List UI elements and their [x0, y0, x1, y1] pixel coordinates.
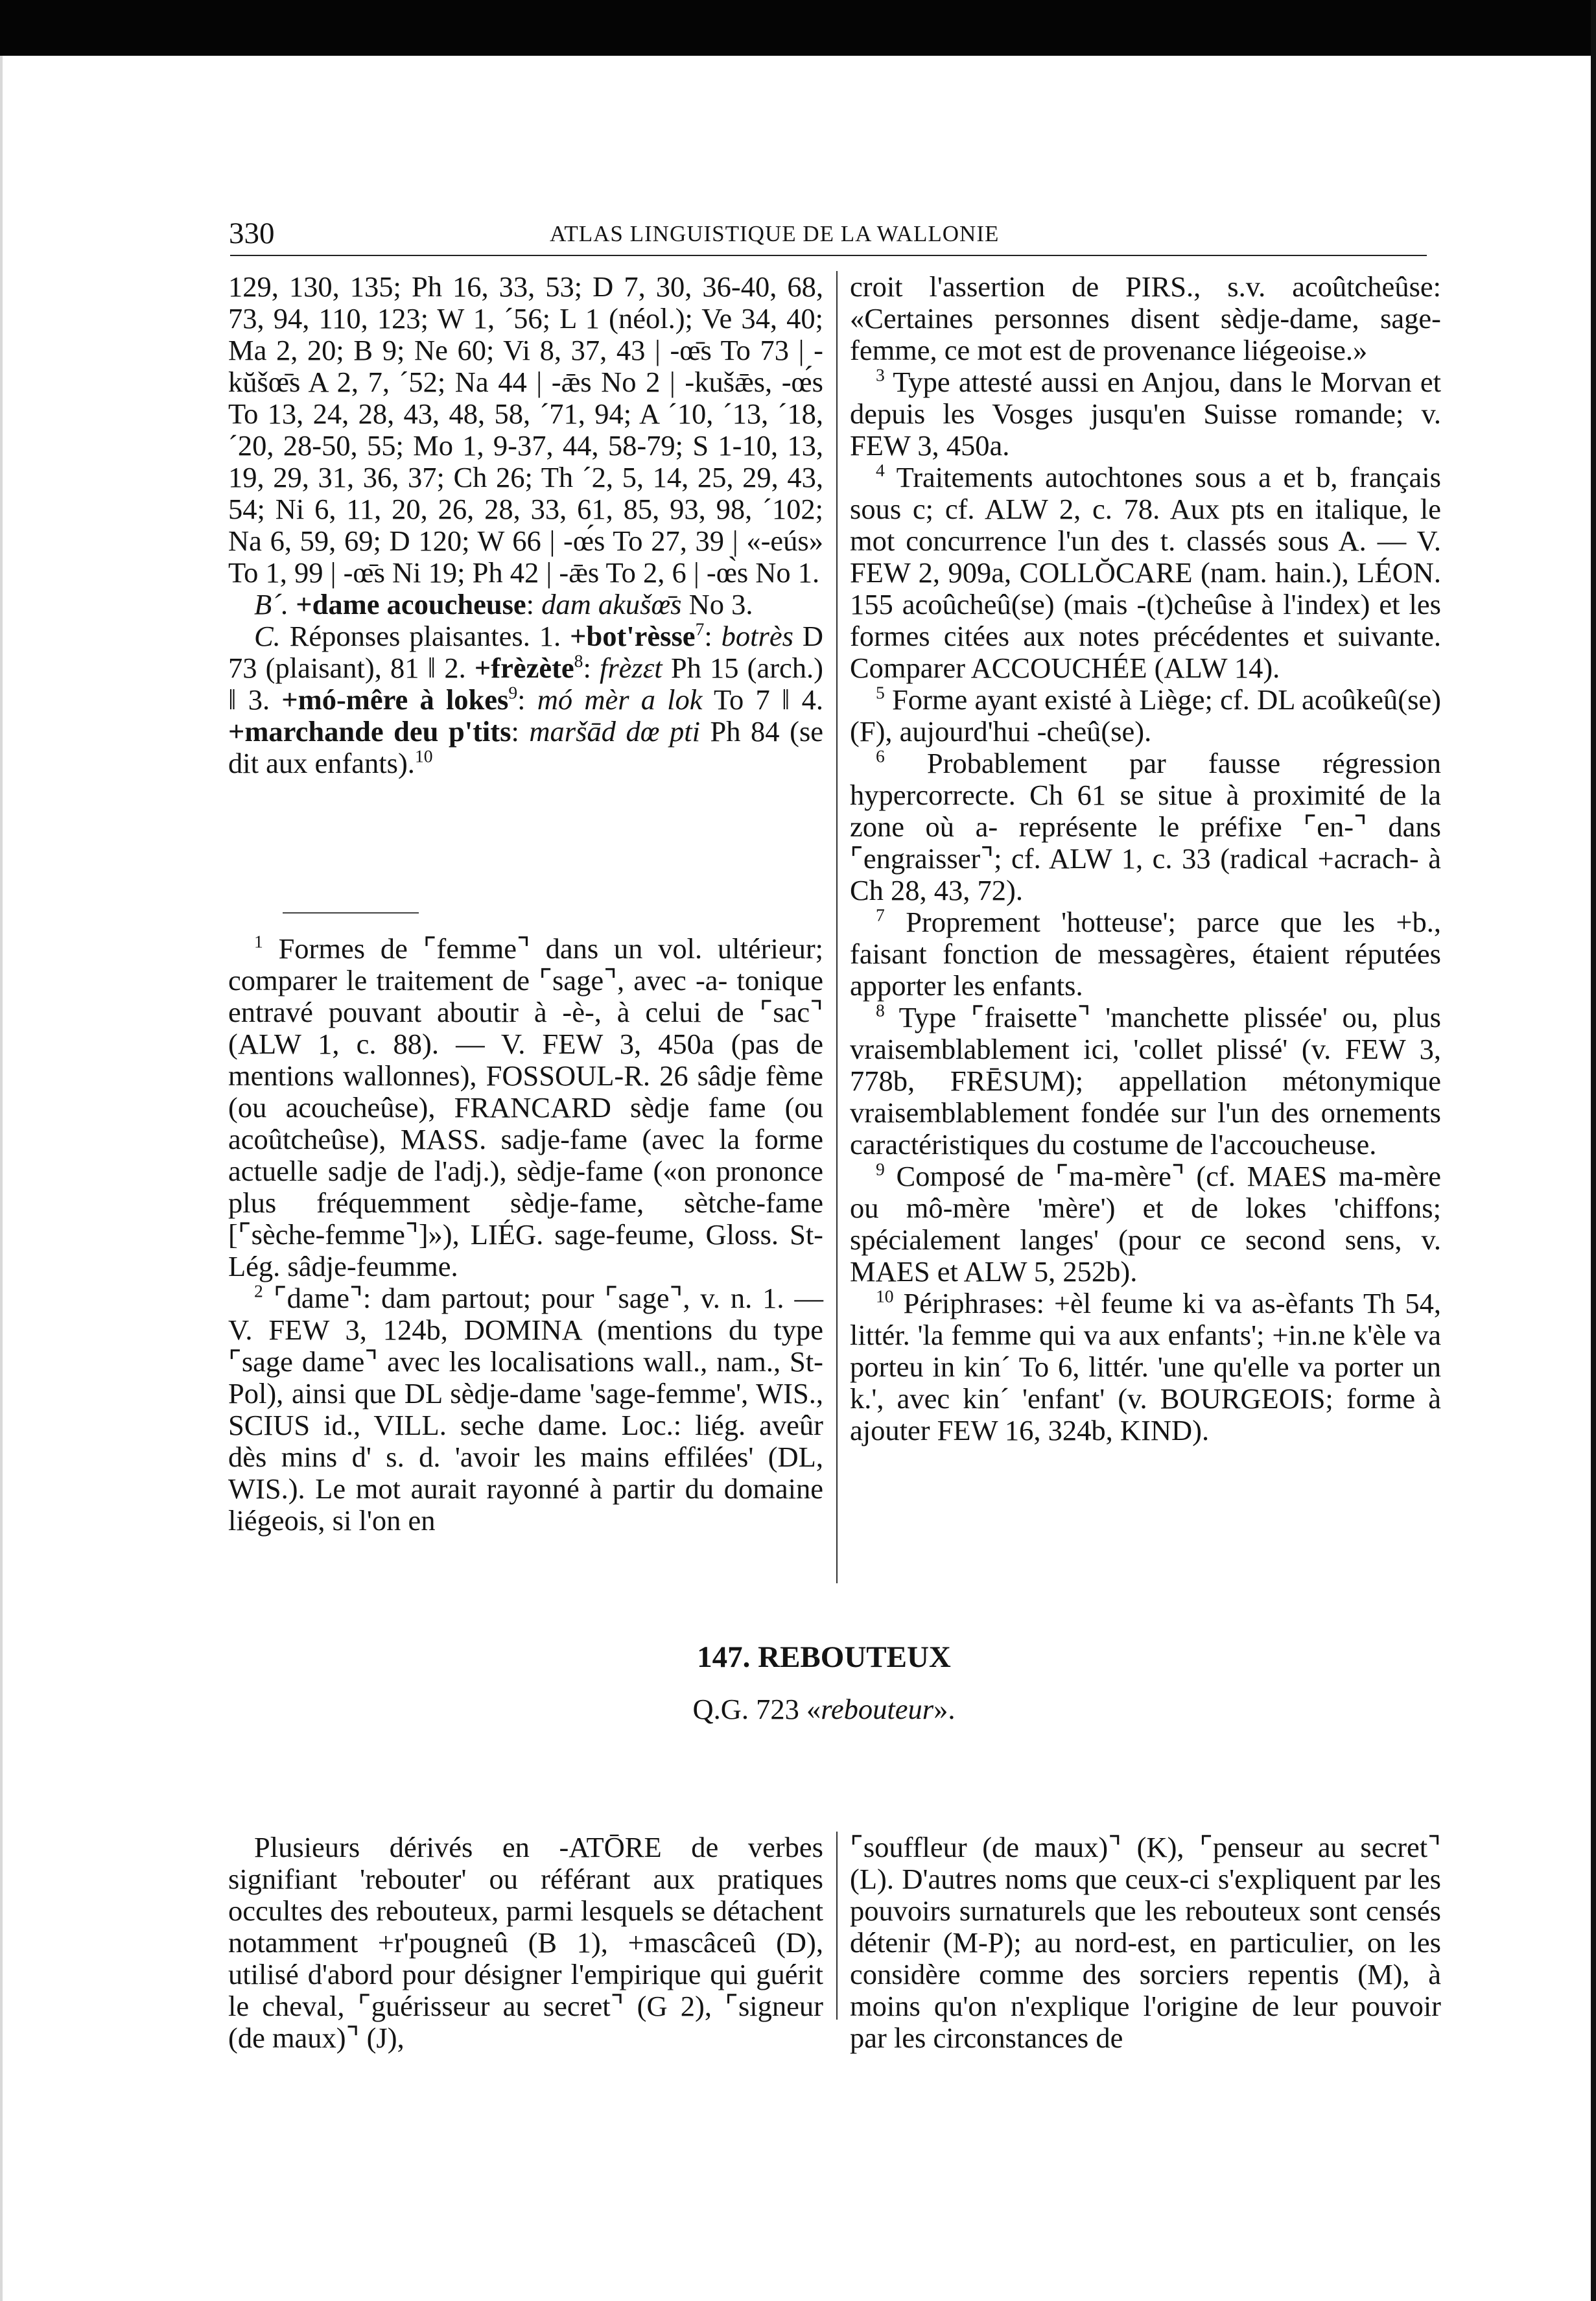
footnote-text: Forme ayant existé à Liège; cf. DL acoûkeû(se) (F), aujourd'hui -cheû(se).	[850, 683, 1441, 748]
section-title: 147. REBOUTEUX	[697, 1640, 951, 1674]
footnote-text: Type attesté aussi en Anjou, dans le Morvan et depuis les Vosges jusqu'en Suisse romande; v. FEW 3, 450a.	[850, 366, 1441, 462]
column-divider	[836, 271, 838, 1583]
article-continuation	[228, 271, 823, 779]
headword: +bot'rèsse	[570, 620, 696, 652]
body-paragraph: ⌜souffleur (de maux)⌝ (K), ⌜penseur au secret⌝ (L). D'autres noms que ceux-ci s'expliquent par les pouvoirs surnaturels que les rebouteux sont censés détenir (M-P); au nord-est, en particulier, on les considère comme des sorciers repentis (M), à moins qu'on n'explique l'origine de leur pouvoir par les circonstances de	[850, 1831, 1441, 2054]
footnote-number: 3	[876, 364, 885, 385]
footnote-text: Périphrases: +èl feume ki va as-èfants Th 54, littér. 'la femme qui va aux enfants'; +in.ne k'èle va porteu in kin´ To 6, littér. 'une qu'elle va porter un k.', avec kin´ 'enfant' (v. BOURGEOIS; forme à ajouter FEW 16, 324b, KIND).	[850, 1287, 1441, 1446]
scan-border-right	[1591, 0, 1596, 2301]
phonetic-form: dam akušœ̄s	[541, 588, 682, 620]
footnote-number: 10	[876, 1286, 894, 1306]
footnote-ref: 10	[414, 746, 433, 766]
body-column-left	[228, 1832, 823, 2054]
footnote-number: 6	[876, 746, 885, 766]
phonetic-form: frèzɛt	[600, 652, 663, 684]
footnote-text: Formes de ⌜femme⌝ dans un vol. ultérieur; comparer le traitement de ⌜sage⌝, avec -a- tonique entravé pouvant aboutir à -è-, à celui de ⌜sac⌝ (ALW 1, c. 88). — V. FEW 3, 450a (pas de mentions wallonnes), FOSSOUL-R. 26 sâdje fème (ou acoucheûse), FRANCARD sèdje fame (ou acoûtcheûse), MASS. sadje-fame (avec la forme actuelle sadje de l'adj.), sèdje-fame («on prononce plus fréquemment sèdje-fame, sètche-fame [⌜sèche-femme⌝]»), LIÉG. sage-feume, Gloss. St-Lég. sâdje-feumme.	[228, 932, 824, 1282]
headword: +mó-mêre à lokes	[281, 683, 509, 716]
section-subtitle	[0, 1692, 1596, 1726]
locality: D 73 (plaisant), 81 ‖ 2.	[228, 620, 823, 684]
body-paragraph: Plusieurs dérivés en -ATŌRE de verbes signifiant 'rebouter' ou référant aux pratiques occultes des rebouteux, parmi lesquels se détachent notamment +r'pougneû (B 1), +mascâceû (D), utilisé d'abord pour désigner l'empirique qui guérit le cheval, ⌜guérisseur au secret⌝ (G 2), ⌜signeur (de maux)⌝ (J),	[228, 1831, 823, 2054]
section-c: C. Réponses plaisantes. 1. +bot'rèsse$^7$: botrès D 73 (plaisant), 81 ‖ 2. +frèzète$^8$: frèzɛt Ph 15 (arch.) ‖ 3. +mó-mêre à lokes$^9$: mó mèr a lok To 7 ‖ 4. +marchande deu p'tits: maršād dœ pti Ph 84 (se dit aux enfants).$^{10}$	[228, 619, 824, 779]
phonetic-form: maršād dœ pti	[529, 715, 700, 748]
scan-border-top	[0, 0, 1596, 56]
headword: +frèzète	[474, 652, 574, 684]
subtitle-term: rebouteur	[821, 1693, 934, 1725]
footnote-10	[850, 1288, 1441, 1446]
footnote-4	[850, 462, 1441, 684]
footnote-2-continued: croit l'assertion de PIRS., s.v. acoûtcheûse: «Certaines personnes disent sèdje-dame, sage-femme, ce mot est de provenance liégeoise.»	[850, 270, 1441, 366]
subtitle-prefix: Q.G. 723 «	[692, 1693, 821, 1725]
locality: To 7 ‖ 4.	[713, 683, 823, 716]
locality: Ph 84 (se dit aux enfants).	[228, 715, 824, 779]
footnote-6	[850, 748, 1441, 906]
locality: Ph 15 (arch.) ‖ 3.	[228, 652, 823, 716]
footnote-ref: 9	[508, 682, 518, 703]
footnote-2	[228, 1282, 823, 1537]
footnote-text: Composé de ⌜ma-mère⌝ (cf. MAES ma-mère ou mô-mère 'mère') et de lokes 'chiffons; spécialement langes' (pour ce second sens, v. MAES et ALW 5, 252b).	[850, 1160, 1441, 1288]
footnote-ref: 7	[695, 619, 705, 639]
footnote-text: Probablement par fausse régression hypercorrecte. Ch 61 se situe à proximité de la zone où a- représente le préfixe ⌜en-⌝ dans ⌜engraisser⌝; cf. ALW 1, c. 33 (radical +acrach- à Ch 28, 43, 72).	[850, 747, 1441, 906]
footnote-number: 4	[876, 460, 885, 480]
footnote-text: Proprement 'hotteuse'; parce que les +b., faisant fonction de messagères, étaient réputées apporter les enfants.	[850, 906, 1442, 1002]
footnote-5	[850, 684, 1441, 748]
footnote-7	[850, 906, 1441, 1002]
footnote-8	[850, 1002, 1441, 1161]
footnote-number: 8	[876, 1000, 885, 1021]
section-label: B´.	[254, 588, 289, 620]
footnote-number: 7	[876, 904, 885, 925]
footnotes-left	[228, 933, 823, 1537]
footnote-9	[850, 1161, 1441, 1288]
body-column-right	[850, 1832, 1441, 2054]
footnote-text: ⌜dame⌝: dam partout; pour ⌜sage⌝, v. n. 1. — V. FEW 3, 124b, DOMINA (mentions du type ⌜sage dame⌝ avec les localisations wall., nam., St-Pol), ainsi que DL sèdje-dame 'sage-femme', WIS., SCIUS id., VILL. seche dame. Loc.: liég. aveûr dès mins d' s. d. 'avoir les mains effilées' (DL, WIS.). Le mot aurait rayonné à partir du domaine liégeois, si l'on en	[228, 1282, 823, 1537]
footnote-text: Traitements autochtones sous a et b, français sous c; cf. ALW 2, c. 78. Aux pts en italique, le mot concurrence l'un des t. classés sous A. — V. FEW 2, 909a, COLLŎCARE (nam. hain.), LÉON. 155 acoûcheû(se) (mais -(t)cheûse à l'index) et les formes citées aux notes précédentes et suivante. Comparer ACCOUCHÉE (ALW 14).	[850, 461, 1441, 684]
running-title: ATLAS LINGUISTIQUE DE LA WALLONIE	[550, 221, 1000, 246]
phonetic-form: mó mèr a lok	[537, 683, 703, 716]
footnote-number: 5	[876, 682, 885, 703]
form-list-paragraph: 129, 130, 135; Ph 16, 33, 53; D 7, 30, 36-40, 68, 73, 94, 110, 123; W 1, ´56; L 1 (néol.); Ve 34, 40; Ma 2, 20; B 9; Ne 60; Vi 8, 37, 43 | -œ̄s To 73 | -kŭšœ̄s A 2, 7, ´52; Na 44 | -ǣs No 2 | -kušǣs, -œ́s To 13, 24, 28, 43, 48, 58, ´71, 94; A ´10, ´13, ´18, ´20, 28-50, 55; Mo 1, 9-37, 44, 58-79; S 1-10, 13, 19, 29, 31, 36, 37; Ch 26; Th ´2, 5, 14, 25, 29, 43, 54; Ni 6, 11, 20, 26, 28, 33, 61, 85, 93, 98, ´102; Na 6, 59, 69; D 120; W 66 | -œ́s To 27, 39 | «-eús» To 1, 99 | -œ̄s Ni 19; Ph 42 | -ǣs To 2, 6 | -œ̀s No 1.	[228, 270, 823, 589]
footnote-ref: 8	[574, 650, 583, 671]
footnotes-right	[850, 271, 1441, 1446]
headword: +dame acoucheuse	[296, 588, 526, 620]
section-text: Réponses plaisantes. 1.	[289, 620, 561, 652]
subtitle-suffix: ».	[933, 1693, 956, 1725]
footnote-3	[850, 366, 1441, 462]
headword: +marchande deu p'tits	[228, 715, 511, 748]
scan-border-left	[0, 56, 3, 2301]
footnote-number: 1	[254, 931, 263, 952]
section-b-prime: B´. +dame acoucheuse: dam akušœ̄s No 3.	[254, 588, 753, 620]
footnote-number: 2	[254, 1280, 263, 1301]
header-rule	[230, 255, 1427, 256]
locality: No 3.	[688, 588, 753, 620]
column-divider	[836, 1832, 838, 2020]
section-label: C.	[254, 620, 281, 652]
page-number: 330	[229, 217, 275, 250]
footnote-number: 9	[876, 1159, 885, 1179]
phonetic-form: botrès	[721, 620, 793, 652]
footnote-rule	[283, 912, 419, 914]
footnote-1	[228, 933, 823, 1282]
footnote-text: Type ⌜fraisette⌝ 'manchette plissée' ou, plus vraisemblablement ici, 'collet plissé' (v. FEW 3, 778b, FRĒSUM); appellation métonymique vraisemblablement fondée sur l'un des ornements caractéristiques du costume de l'accoucheuse.	[850, 1001, 1441, 1161]
